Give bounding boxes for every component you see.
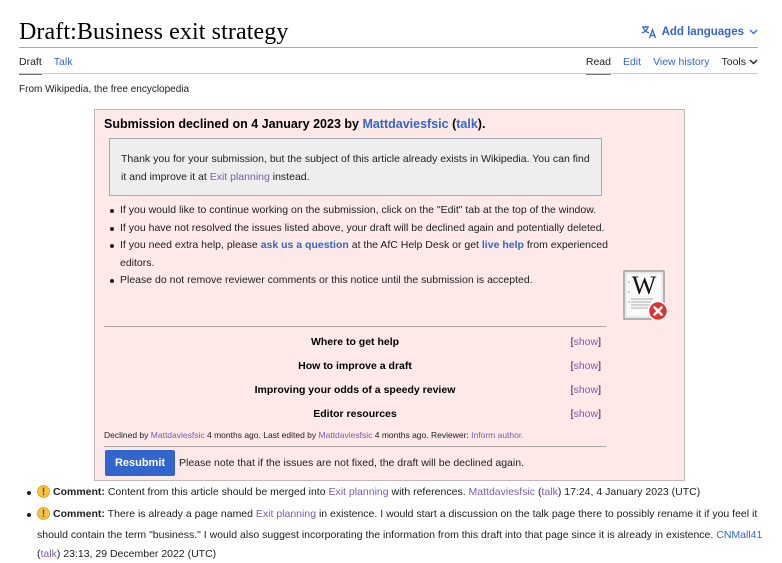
tab-talk[interactable]: Talk <box>54 56 73 75</box>
translate-icon <box>641 25 657 39</box>
paren-close: ). <box>478 117 486 131</box>
collapsible-title: How to improve a draft <box>104 356 606 376</box>
list-item: If you would like to continue working on the submission, click on the "Edit" tab at the top of the window. <box>109 202 609 220</box>
add-languages-button[interactable] <box>641 25 758 39</box>
editor-user-link[interactable]: Mattdaviesfsic <box>319 430 373 440</box>
tab-view-history[interactable]: View history <box>653 56 709 75</box>
comment-item: Comment: There is already a page named Exit planning in existence. I would start a discussion on the talk page there to possibly rename it if you feel it should contain the term "business." I would also suggest incorporating the information from this draft into that page since it is already in existence. CNMall41 (talk) 23:13, 29 December 2022 (UTC) <box>26 505 766 563</box>
add-languages-label: Add languages <box>662 26 744 38</box>
warning-icon <box>37 507 50 527</box>
reviewer-comments <box>26 483 766 563</box>
tabs-divider <box>19 73 758 74</box>
reviewer-user-link[interactable]: Mattdaviesfsic <box>362 117 448 131</box>
show-toggle[interactable]: [show] <box>571 332 601 352</box>
live-help-link[interactable]: live help <box>482 239 524 251</box>
page-title: Draft:Business exit strategy <box>19 16 288 48</box>
title-divider <box>19 47 758 48</box>
commenter-user-link[interactable]: CNMall41 <box>716 529 762 541</box>
warning-icon <box>37 485 50 505</box>
commenter-talk-link[interactable]: talk <box>41 548 57 560</box>
show-link[interactable]: show <box>574 360 599 372</box>
decline-reason-text-end: instead. <box>270 171 310 183</box>
svg-text:W: W <box>632 271 657 300</box>
tab-edit[interactable]: Edit <box>623 56 641 75</box>
list-item <box>109 237 609 272</box>
tab-draft[interactable]: Draft <box>19 56 42 75</box>
site-tagline: From Wikipedia, the free encyclopedia <box>19 84 189 95</box>
ask-question-link[interactable]: ask us a question <box>261 239 349 251</box>
collapsible-title: Editor resources <box>104 404 606 424</box>
collapsible-where-to-get-help <box>104 332 606 352</box>
collapsible-title: Improving your odds of a speedy review <box>104 380 606 400</box>
tab-read[interactable]: Read <box>586 56 611 75</box>
paren-open: ( <box>449 117 457 131</box>
list-item: Please do not remove reviewer comments or this notice until the submission is accepted. <box>109 272 609 290</box>
list-item: If you have not resolved the issues listed above, your draft will be declined again and potentially deleted. <box>109 220 609 238</box>
comment-label: Comment: <box>53 486 105 498</box>
collapsible-how-to-improve <box>104 356 606 376</box>
collapsible-speedy-review <box>104 380 606 400</box>
comment-timestamp: 23:13, 29 December 2022 (UTC) <box>60 548 216 560</box>
resubmit-note: Please note that if the issues are not fixed, the draft will be declined again. <box>179 457 524 469</box>
wikipedia-declined-icon <box>623 270 669 322</box>
section-divider <box>104 446 606 447</box>
list-item-text: at the AfC Help Desk or get <box>349 239 482 251</box>
footer-text: 4 months ago. Last edited by <box>205 430 319 440</box>
show-link[interactable]: show <box>574 408 599 420</box>
decline-reason-text: Thank you for your submission, but the subject of this article already exists in Wikipedia. You can find it and improve it at <box>121 153 590 183</box>
comment-item: Comment: Content from this article should be merged into Exit planning with references. Mattdaviesfsic (talk) 17:24, 4 January 2023 (UTC) <box>26 483 766 505</box>
decliner-user-link[interactable]: Mattdaviesfsic <box>151 430 205 440</box>
comment-text: Content from this article should be merged into <box>105 486 329 498</box>
collapsible-editor-resources <box>104 404 606 424</box>
list-item-text: from experienced editors. <box>120 239 608 269</box>
footer-text: Declined by <box>104 430 151 440</box>
exit-planning-link[interactable]: Exit planning <box>256 508 316 520</box>
chevron-down-icon <box>749 29 758 35</box>
list-item-text: If you need extra help, please <box>120 239 261 251</box>
collapsible-title: Where to get help <box>104 332 606 352</box>
afc-decline-notice <box>94 109 685 481</box>
show-toggle[interactable]: [show] <box>571 404 601 424</box>
show-toggle[interactable]: [show] <box>571 380 601 400</box>
comment-text: in existence. I would start a discussion on the talk page there to possibly rename it if you feel it should contain the term "business." I would also suggest incorporating the information from this draft into that page since it is already in existence. <box>37 508 757 542</box>
instructions-list <box>109 202 609 290</box>
tools-label: Tools <box>721 56 746 68</box>
decline-footer <box>104 430 524 440</box>
resubmit-button[interactable]: Resubmit <box>105 450 175 476</box>
show-link[interactable]: show <box>574 336 599 348</box>
reviewer-talk-link[interactable]: talk <box>456 117 478 131</box>
show-toggle[interactable]: [show] <box>571 356 601 376</box>
comment-timestamp: 17:24, 4 January 2023 (UTC) <box>561 486 700 498</box>
comment-label: Comment: <box>53 508 105 520</box>
show-link[interactable]: show <box>574 384 599 396</box>
exit-planning-link[interactable]: Exit planning <box>328 486 388 498</box>
commenter-talk-link[interactable]: talk <box>541 486 557 498</box>
exit-planning-link[interactable]: Exit planning <box>210 171 270 183</box>
commenter-user-link[interactable]: Mattdaviesfsic <box>469 486 536 498</box>
chevron-down-icon <box>749 56 758 68</box>
comment-text: There is already a page named <box>105 508 256 520</box>
decline-reason-box <box>109 138 602 196</box>
decline-heading <box>104 117 485 131</box>
section-divider <box>104 326 606 327</box>
decline-heading-text: Submission declined on 4 January 2023 by <box>104 117 362 131</box>
inform-author-link[interactable]: Inform author. <box>471 430 523 440</box>
footer-text: 4 months ago. Reviewer: <box>372 430 471 440</box>
comment-text: with references. <box>389 486 469 498</box>
